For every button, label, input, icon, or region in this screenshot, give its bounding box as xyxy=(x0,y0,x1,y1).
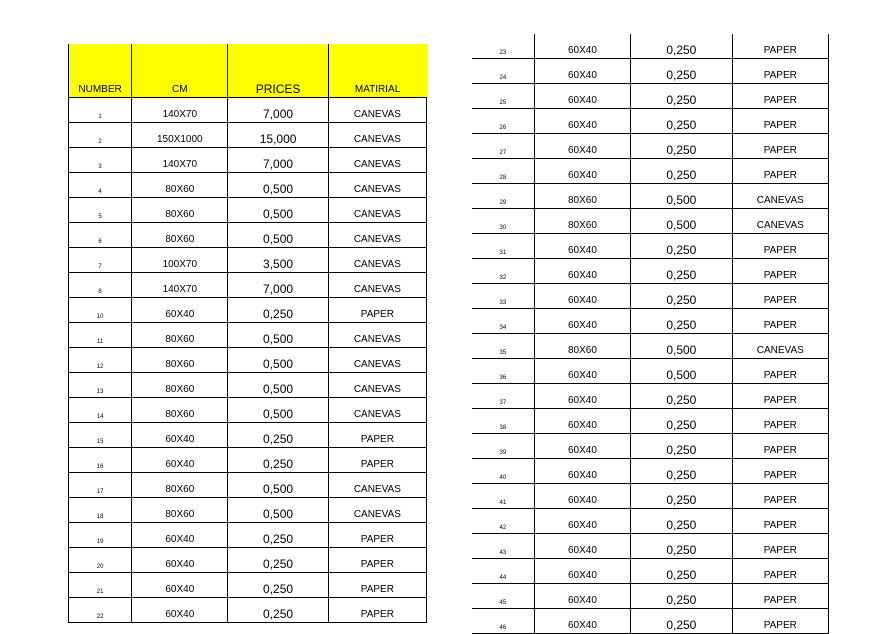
row-material: PAPER xyxy=(732,159,828,184)
row-price: 0,250 xyxy=(631,309,732,334)
row-material: PAPER xyxy=(732,259,828,284)
table-row xyxy=(472,434,829,459)
row-size: 80X60 xyxy=(132,198,228,223)
row-size: 60X40 xyxy=(534,459,630,484)
table-row xyxy=(472,209,829,234)
row-number: 26 xyxy=(472,109,534,134)
row-price: 7,000 xyxy=(228,148,328,173)
row-number: 35 xyxy=(472,334,534,359)
row-size: 60X40 xyxy=(534,609,630,634)
table-row xyxy=(69,123,427,148)
row-material: PAPER xyxy=(328,573,426,598)
table-row xyxy=(69,498,427,523)
table-row xyxy=(69,548,427,573)
row-size: 60X40 xyxy=(132,423,228,448)
row-material: PAPER xyxy=(732,584,828,609)
table-row xyxy=(472,484,829,509)
row-number: 45 xyxy=(472,584,534,609)
table-row xyxy=(69,98,427,123)
row-number: 4 xyxy=(69,173,132,198)
table-row xyxy=(69,423,427,448)
row-price: 0,500 xyxy=(228,348,328,373)
row-material: CANEVAS xyxy=(328,248,426,273)
table-row xyxy=(69,348,427,373)
row-size: 60X40 xyxy=(534,309,630,334)
row-price: 0,500 xyxy=(228,373,328,398)
row-price: 0,500 xyxy=(631,334,732,359)
row-number: 40 xyxy=(472,459,534,484)
table-row xyxy=(69,598,427,623)
row-material: CANEVAS xyxy=(328,498,426,523)
row-size: 60X40 xyxy=(534,409,630,434)
table-row xyxy=(472,284,829,309)
row-number: 23 xyxy=(472,34,534,59)
row-material: CANEVAS xyxy=(328,223,426,248)
table-row xyxy=(472,109,829,134)
table-row xyxy=(69,323,427,348)
row-number: 17 xyxy=(69,473,132,498)
table-row xyxy=(472,84,829,109)
row-size: 60X40 xyxy=(132,573,228,598)
row-number: 36 xyxy=(472,359,534,384)
row-material: PAPER xyxy=(328,298,426,323)
row-size: 60X40 xyxy=(534,134,630,159)
row-size: 60X40 xyxy=(534,559,630,584)
row-number: 28 xyxy=(472,159,534,184)
row-material: PAPER xyxy=(732,459,828,484)
row-price: 0,500 xyxy=(228,498,328,523)
row-material: PAPER xyxy=(732,59,828,84)
row-material: CANEVAS xyxy=(732,184,828,209)
row-number: 30 xyxy=(472,209,534,234)
row-price: 0,250 xyxy=(228,448,328,473)
row-size: 60X40 xyxy=(132,548,228,573)
table-row xyxy=(472,459,829,484)
table-row xyxy=(472,184,829,209)
row-number: 34 xyxy=(472,309,534,334)
row-material: PAPER xyxy=(732,284,828,309)
row-number: 20 xyxy=(69,548,132,573)
row-number: 10 xyxy=(69,298,132,323)
row-number: 12 xyxy=(69,348,132,373)
row-material: PAPER xyxy=(732,384,828,409)
row-number: 11 xyxy=(69,323,132,348)
row-material: CANEVAS xyxy=(328,373,426,398)
table-row xyxy=(472,559,829,584)
row-size: 80X60 xyxy=(534,209,630,234)
row-price: 0,250 xyxy=(228,523,328,548)
row-material: PAPER xyxy=(732,109,828,134)
row-material: CANEVAS xyxy=(328,173,426,198)
header-cm: CM xyxy=(132,44,228,98)
table-row xyxy=(69,173,427,198)
row-price: 15,000 xyxy=(228,123,328,148)
row-size: 140X70 xyxy=(132,273,228,298)
row-size: 60X40 xyxy=(534,159,630,184)
row-price: 3,500 xyxy=(228,248,328,273)
row-price: 0,250 xyxy=(631,84,732,109)
row-number: 33 xyxy=(472,284,534,309)
table-row xyxy=(472,609,829,634)
table-row xyxy=(69,373,427,398)
row-material: CANEVAS xyxy=(328,148,426,173)
table-row xyxy=(69,148,427,173)
row-material: PAPER xyxy=(732,309,828,334)
table-row xyxy=(472,584,829,609)
row-number: 46 xyxy=(472,609,534,634)
row-material: PAPER xyxy=(732,484,828,509)
table-row xyxy=(69,448,427,473)
row-price: 0,250 xyxy=(631,509,732,534)
row-price: 0,250 xyxy=(631,609,732,634)
row-material: CANEVAS xyxy=(328,348,426,373)
row-size: 140X70 xyxy=(132,148,228,173)
row-material: CANEVAS xyxy=(732,209,828,234)
row-number: 2 xyxy=(69,123,132,148)
row-price: 0,250 xyxy=(631,559,732,584)
row-price: 0,500 xyxy=(631,209,732,234)
row-number: 31 xyxy=(472,234,534,259)
row-material: CANEVAS xyxy=(328,98,426,123)
row-size: 60X40 xyxy=(132,298,228,323)
table-row xyxy=(69,473,427,498)
row-price: 0,250 xyxy=(631,234,732,259)
row-size: 80X60 xyxy=(132,223,228,248)
row-size: 60X40 xyxy=(534,509,630,534)
row-price: 0,500 xyxy=(631,184,732,209)
row-price: 0,500 xyxy=(228,198,328,223)
row-material: CANEVAS xyxy=(328,273,426,298)
table-row xyxy=(472,534,829,559)
row-number: 41 xyxy=(472,484,534,509)
row-number: 8 xyxy=(69,273,132,298)
table-row xyxy=(69,248,427,273)
row-number: 43 xyxy=(472,534,534,559)
row-size: 80X60 xyxy=(132,323,228,348)
row-number: 29 xyxy=(472,184,534,209)
row-number: 16 xyxy=(69,448,132,473)
row-price: 7,000 xyxy=(228,273,328,298)
row-size: 60X40 xyxy=(534,534,630,559)
row-number: 38 xyxy=(472,409,534,434)
row-price: 0,250 xyxy=(631,259,732,284)
table-row xyxy=(472,334,829,359)
row-size: 80X60 xyxy=(132,498,228,523)
row-size: 80X60 xyxy=(534,184,630,209)
row-price: 0,250 xyxy=(631,584,732,609)
row-price: 0,500 xyxy=(228,473,328,498)
row-size: 80X60 xyxy=(132,373,228,398)
table-row xyxy=(69,273,427,298)
row-size: 150X1000 xyxy=(132,123,228,148)
row-material: PAPER xyxy=(732,559,828,584)
row-material: PAPER xyxy=(732,434,828,459)
table-row xyxy=(472,309,829,334)
row-material: PAPER xyxy=(732,359,828,384)
row-size: 60X40 xyxy=(534,84,630,109)
header-prices: PRICES xyxy=(228,44,328,98)
row-size: 80X60 xyxy=(534,334,630,359)
table-row xyxy=(472,134,829,159)
row-price: 7,000 xyxy=(228,98,328,123)
row-size: 60X40 xyxy=(534,359,630,384)
row-price: 0,250 xyxy=(228,423,328,448)
row-size: 100X70 xyxy=(132,248,228,273)
row-price: 0,250 xyxy=(631,59,732,84)
price-table-left xyxy=(68,44,427,623)
row-material: PAPER xyxy=(328,523,426,548)
row-number: 39 xyxy=(472,434,534,459)
row-price: 0,500 xyxy=(228,223,328,248)
row-price: 0,250 xyxy=(631,384,732,409)
row-number: 5 xyxy=(69,198,132,223)
row-size: 60X40 xyxy=(534,259,630,284)
row-number: 37 xyxy=(472,384,534,409)
row-material: CANEVAS xyxy=(328,123,426,148)
table-row xyxy=(472,359,829,384)
row-size: 80X60 xyxy=(132,173,228,198)
row-price: 0,250 xyxy=(631,409,732,434)
row-size: 60X40 xyxy=(534,34,630,59)
row-price: 0,250 xyxy=(228,573,328,598)
table-row xyxy=(69,573,427,598)
row-number: 25 xyxy=(472,84,534,109)
table-row xyxy=(472,34,829,59)
row-size: 60X40 xyxy=(534,484,630,509)
table-row xyxy=(69,198,427,223)
table-row xyxy=(69,223,427,248)
row-price: 0,250 xyxy=(631,134,732,159)
row-size: 60X40 xyxy=(534,584,630,609)
row-price: 0,500 xyxy=(228,173,328,198)
row-material: CANEVAS xyxy=(328,473,426,498)
row-number: 7 xyxy=(69,248,132,273)
row-material: PAPER xyxy=(328,548,426,573)
row-material: PAPER xyxy=(732,609,828,634)
row-number: 1 xyxy=(69,98,132,123)
table-row xyxy=(472,384,829,409)
row-price: 0,250 xyxy=(631,484,732,509)
row-material: PAPER xyxy=(732,509,828,534)
row-size: 60X40 xyxy=(534,384,630,409)
row-number: 15 xyxy=(69,423,132,448)
row-material: PAPER xyxy=(732,34,828,59)
row-material: PAPER xyxy=(328,598,426,623)
row-price: 0,250 xyxy=(631,159,732,184)
row-size: 60X40 xyxy=(132,598,228,623)
row-size: 60X40 xyxy=(534,109,630,134)
row-price: 0,250 xyxy=(228,298,328,323)
row-material: PAPER xyxy=(732,409,828,434)
header-material: MATIRIAL xyxy=(328,44,426,98)
row-number: 13 xyxy=(69,373,132,398)
row-size: 60X40 xyxy=(534,434,630,459)
row-material: PAPER xyxy=(732,134,828,159)
row-number: 18 xyxy=(69,498,132,523)
row-size: 80X60 xyxy=(132,473,228,498)
table-row xyxy=(69,398,427,423)
row-number: 22 xyxy=(69,598,132,623)
row-number: 6 xyxy=(69,223,132,248)
row-number: 14 xyxy=(69,398,132,423)
row-size: 60X40 xyxy=(132,448,228,473)
row-size: 60X40 xyxy=(534,59,630,84)
row-size: 60X40 xyxy=(534,234,630,259)
row-price: 0,250 xyxy=(631,434,732,459)
header-number: NUMBER xyxy=(69,44,132,98)
row-number: 27 xyxy=(472,134,534,159)
row-number: 44 xyxy=(472,559,534,584)
row-size: 60X40 xyxy=(534,284,630,309)
row-number: 3 xyxy=(69,148,132,173)
table-row xyxy=(69,298,427,323)
row-material: CANEVAS xyxy=(328,198,426,223)
table-row xyxy=(472,234,829,259)
table-row xyxy=(472,259,829,284)
row-number: 32 xyxy=(472,259,534,284)
row-number: 24 xyxy=(472,59,534,84)
row-size: 80X60 xyxy=(132,348,228,373)
table-row xyxy=(472,409,829,434)
row-number: 42 xyxy=(472,509,534,534)
row-material: CANEVAS xyxy=(328,398,426,423)
row-number: 19 xyxy=(69,523,132,548)
price-table-right xyxy=(472,34,829,634)
row-price: 0,250 xyxy=(228,548,328,573)
row-price: 0,250 xyxy=(631,34,732,59)
row-material: PAPER xyxy=(328,423,426,448)
row-price: 0,250 xyxy=(631,459,732,484)
row-size: 140X70 xyxy=(132,98,228,123)
row-price: 0,250 xyxy=(631,109,732,134)
row-price: 0,500 xyxy=(228,323,328,348)
row-material: PAPER xyxy=(732,234,828,259)
row-size: 60X40 xyxy=(132,523,228,548)
row-size: 80X60 xyxy=(132,398,228,423)
row-price: 0,250 xyxy=(228,598,328,623)
row-material: CANEVAS xyxy=(328,323,426,348)
table-row xyxy=(69,523,427,548)
header-row xyxy=(69,44,427,98)
table-row xyxy=(472,159,829,184)
row-price: 0,250 xyxy=(631,284,732,309)
row-number: 21 xyxy=(69,573,132,598)
row-price: 0,500 xyxy=(228,398,328,423)
row-material: PAPER xyxy=(732,84,828,109)
row-price: 0,500 xyxy=(631,359,732,384)
row-material: PAPER xyxy=(328,448,426,473)
row-material: CANEVAS xyxy=(732,334,828,359)
table-row xyxy=(472,509,829,534)
row-price: 0,250 xyxy=(631,534,732,559)
row-material: PAPER xyxy=(732,534,828,559)
table-row xyxy=(472,59,829,84)
